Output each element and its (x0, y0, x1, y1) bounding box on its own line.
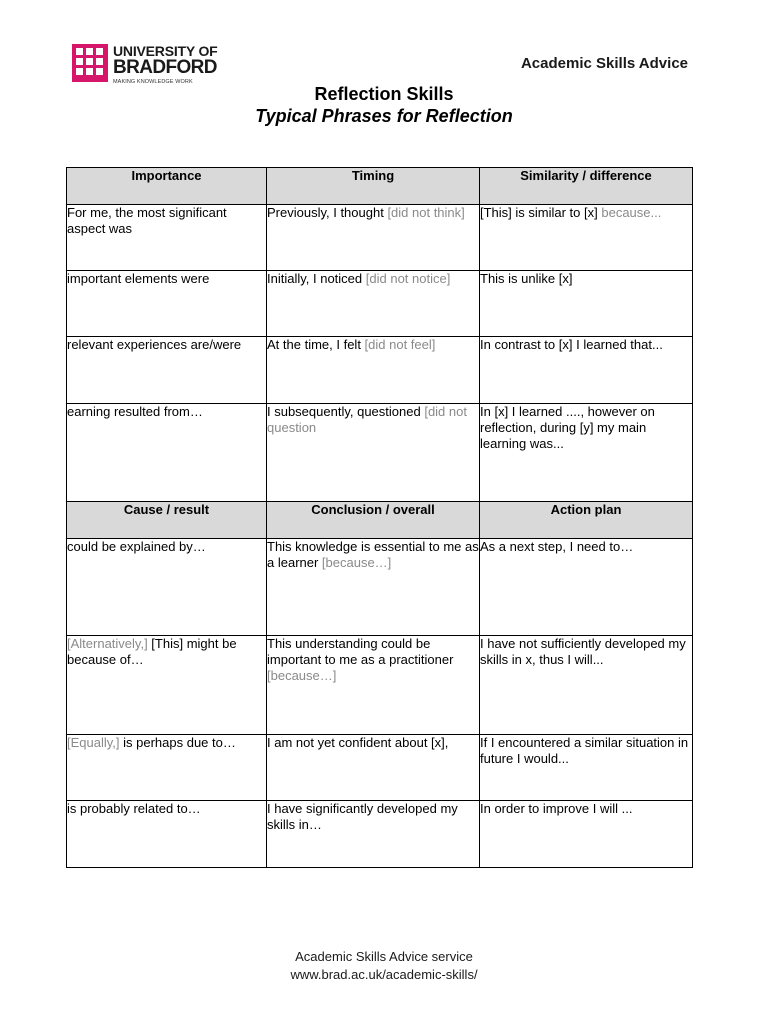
service-title: Academic Skills Advice (520, 55, 688, 72)
table-cell-col1 (67, 539, 267, 636)
footer-url: www.brad.ac.uk/academic-skills/ (290, 967, 478, 982)
phrase-text: [This] might be because of… (67, 636, 237, 667)
table-row (67, 205, 693, 271)
phrase-text: is probably related to… (67, 801, 201, 816)
table-cell-col2 (267, 735, 480, 801)
section1-header-row (67, 168, 693, 205)
column-header: Action plan (480, 502, 693, 539)
column-header: Similarity / difference (480, 168, 693, 205)
table-cell-col3 (480, 337, 693, 404)
phrase-text: This understanding could be important to me as a practitioner (267, 636, 454, 667)
placeholder-phrase: [because…] (267, 668, 337, 683)
table-row (67, 735, 693, 801)
phrase-text: earning resulted from… (67, 404, 203, 419)
table-row (67, 404, 693, 502)
phrase-text: relevant experiences are/were (67, 337, 242, 352)
column-header: Conclusion / overall (267, 502, 480, 539)
table-cell-col1 (67, 801, 267, 868)
phrase-text: As a next step, I need to… (480, 539, 634, 554)
placeholder-phrase: [did not notice] (365, 271, 451, 286)
phrase-text: This knowledge is essential to me as a learner (267, 539, 479, 570)
phrase-text: Previously, I thought (267, 205, 388, 220)
logo-line-bradford: BRADFORD (113, 57, 217, 78)
phrase-text: Initially, I noticed (267, 271, 366, 286)
phrase-text: In order to improve I will ... (480, 801, 633, 816)
table-cell-col3 (480, 539, 693, 636)
placeholder-phrase: because... (601, 205, 662, 220)
table-cell-col3 (480, 205, 693, 271)
phrase-text: In [x] I learned ...., however on reflection, during [y] my main learning was... (480, 404, 655, 451)
column-header: Timing (267, 168, 480, 205)
phrase-text: I have significantly developed my skills in… (267, 801, 458, 832)
university-crest-icon (72, 44, 108, 82)
table-cell-col1 (67, 636, 267, 735)
logo-wordmark (113, 44, 218, 86)
table-row (67, 636, 693, 735)
table-cell-col2 (267, 636, 480, 735)
footer-service-name: Academic Skills Advice service (295, 949, 473, 964)
placeholder-phrase: [Equally,] (67, 735, 120, 750)
table-cell-col3 (480, 271, 693, 337)
table-row (67, 271, 693, 337)
table-cell-col2 (267, 801, 480, 868)
footer (0, 948, 768, 984)
phrase-text: I subsequently, questioned (267, 404, 425, 419)
phrase-text: [This] is similar to [x] (480, 205, 602, 220)
table-cell-col3 (480, 735, 693, 801)
document-subtitle: Typical Phrases for Reflection (255, 106, 513, 126)
table-cell-col2 (267, 404, 480, 502)
table-cell-col1 (67, 205, 267, 271)
table-row (67, 801, 693, 868)
table-cell-col1 (67, 404, 267, 502)
phrase-text: I have not sufficiently developed my skills in x, thus I will... (480, 636, 686, 667)
column-header: Cause / result (67, 502, 267, 539)
logo-tagline: MAKING KNOWLEDGE WORK (113, 79, 193, 85)
table-row (67, 539, 693, 636)
table-cell-col2 (267, 271, 480, 337)
placeholder-phrase: [did not question (267, 404, 467, 435)
phrase-text: is perhaps due to… (119, 735, 236, 750)
column-header: Importance (67, 168, 267, 205)
table-cell-col3 (480, 801, 693, 868)
phrases-table (66, 167, 693, 868)
table-cell-col3 (480, 636, 693, 735)
phrase-text: For me, the most significant aspect was (67, 205, 227, 236)
section2-header-row (67, 502, 693, 539)
table-row (67, 337, 693, 404)
placeholder-phrase: [did not feel] (364, 337, 436, 352)
table-cell-col1 (67, 735, 267, 801)
placeholder-phrase: [because…] (321, 555, 392, 570)
table-cell-col1 (67, 337, 267, 404)
phrase-text: important elements were (67, 271, 210, 286)
table-cell-col2 (267, 337, 480, 404)
table-cell-col1 (67, 271, 267, 337)
table-cell-col2 (267, 539, 480, 636)
table-cell-col2 (267, 205, 480, 271)
phrase-text: could be explained by… (67, 539, 206, 554)
phrase-text: This is unlike [x] (480, 271, 573, 286)
university-logo (72, 44, 218, 86)
placeholder-phrase: [did not think] (387, 205, 465, 220)
logo-line-university: UNIVERSITY OF (113, 43, 218, 59)
phrase-text: If I encountered a similar situation in future I would... (480, 735, 689, 766)
document-title: Reflection Skills (314, 84, 454, 104)
placeholder-phrase: [Alternatively,] (67, 636, 148, 651)
table-cell-col3 (480, 404, 693, 502)
phrase-text: In contrast to [x] I learned that... (480, 337, 663, 352)
phrase-text: I am not yet confident about [x], (267, 735, 449, 750)
phrase-text: At the time, I felt (267, 337, 365, 352)
